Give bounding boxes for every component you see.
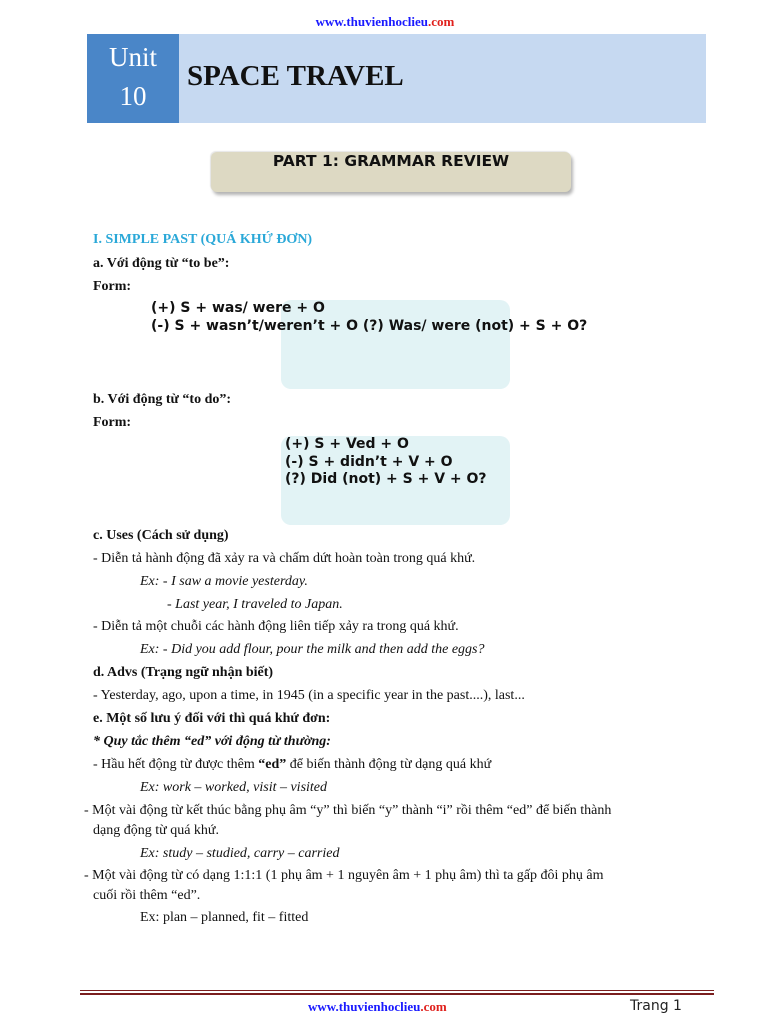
rule-1-text	[93, 757, 491, 773]
rule-1-pre: - Hầu hết động từ được thêm	[93, 757, 259, 772]
form-label-a: Form:	[93, 279, 132, 294]
subsection-c-heading: c. Uses (Cách sử dụng)	[93, 528, 229, 543]
use-1-example-1: Ex: - I saw a movie yesterday.	[140, 574, 308, 589]
page-number: Trang 1	[630, 998, 682, 1014]
rule-3-line-1: - Một vài động từ có dạng 1:1:1 (1 phụ âm + 1 nguyên âm + 1 phụ âm) thì ta gấp đôi phụ âm	[84, 868, 604, 883]
rule-1-bold: “ed”	[258, 757, 287, 772]
footer-rule-top	[80, 990, 714, 991]
formula-b-positive: (+) S + Ved + O	[285, 436, 409, 452]
footer-rule-bottom	[80, 993, 714, 995]
use-2-example: Ex: - Did you add flour, pour the milk and then add the eggs?	[140, 642, 485, 657]
use-2-text: - Diễn tả một chuỗi các hành động liên tiếp xảy ra trong quá khứ.	[93, 619, 459, 634]
rule-3-example: Ex: plan – planned, fit – fitted	[140, 910, 309, 925]
part-title-box	[211, 152, 571, 192]
subsection-a-heading: a. Với động từ “to be”:	[93, 256, 230, 271]
footer-site-domain: .com	[420, 999, 447, 1014]
section-heading: I. SIMPLE PAST (QUÁ KHỨ ĐƠN)	[93, 232, 313, 247]
formula-b-negative: (-) S + didn’t + V + O	[285, 454, 453, 470]
rule-2-line-1: - Một vài động từ kết thúc bằng phụ âm “y” thì biến “y” thành “i” rồi thêm “ed” để biến thành	[84, 803, 612, 818]
rule-1-example: Ex: work – worked, visit – visited	[140, 780, 328, 795]
footer-site-name: www.thuvienhoclieu	[308, 999, 421, 1014]
unit-label: Unit	[108, 42, 157, 72]
site-name: www.thuvienhoclieu	[315, 14, 428, 29]
formula-b-question: (?) Did (not) + S + V + O?	[285, 471, 487, 487]
footer-site	[308, 999, 447, 1015]
unit-badge	[87, 34, 179, 123]
unit-number: 10	[119, 81, 147, 111]
rule-3-line-2: cuối rồi thêm “ed”.	[93, 888, 201, 903]
formula-a-positive: (+) S + was/ were + O	[151, 300, 325, 316]
use-1-text: - Diễn tả hành động đã xảy ra và chấm dứt hoàn toàn trong quá khứ.	[93, 551, 476, 566]
rule-heading: * Quy tắc thêm “ed” với động từ thường:	[93, 734, 331, 749]
advs-text: - Yesterday, ago, upon a time, in 1945 (in a specific year in the past....), last...	[93, 688, 525, 703]
part-title: PART 1: GRAMMAR REVIEW	[272, 152, 510, 170]
rule-2-example: Ex: study – studied, carry – carried	[140, 846, 340, 861]
subsection-e-heading: e. Một số lưu ý đối với thì quá khứ đơn:	[93, 711, 331, 726]
form-label-b: Form:	[93, 415, 132, 430]
rule-1-post: để biến thành động từ dạng quá khứ	[286, 757, 492, 772]
site-domain: .com	[427, 14, 455, 29]
use-1-example-2: - Last year, I traveled to Japan.	[167, 597, 343, 612]
subsection-b-heading: b. Với động từ “to do”:	[93, 392, 232, 407]
formula-a-negative-question: (-) S + wasn’t/weren’t + O (?) Was/ were (not) + S + O?	[151, 318, 588, 334]
unit-title: SPACE TRAVEL	[187, 60, 404, 92]
rule-2-line-2: dạng động từ quá khứ.	[93, 823, 219, 838]
subsection-d-heading: d. Advs (Trạng ngữ nhận biết)	[93, 665, 274, 680]
site-header	[0, 14, 770, 30]
